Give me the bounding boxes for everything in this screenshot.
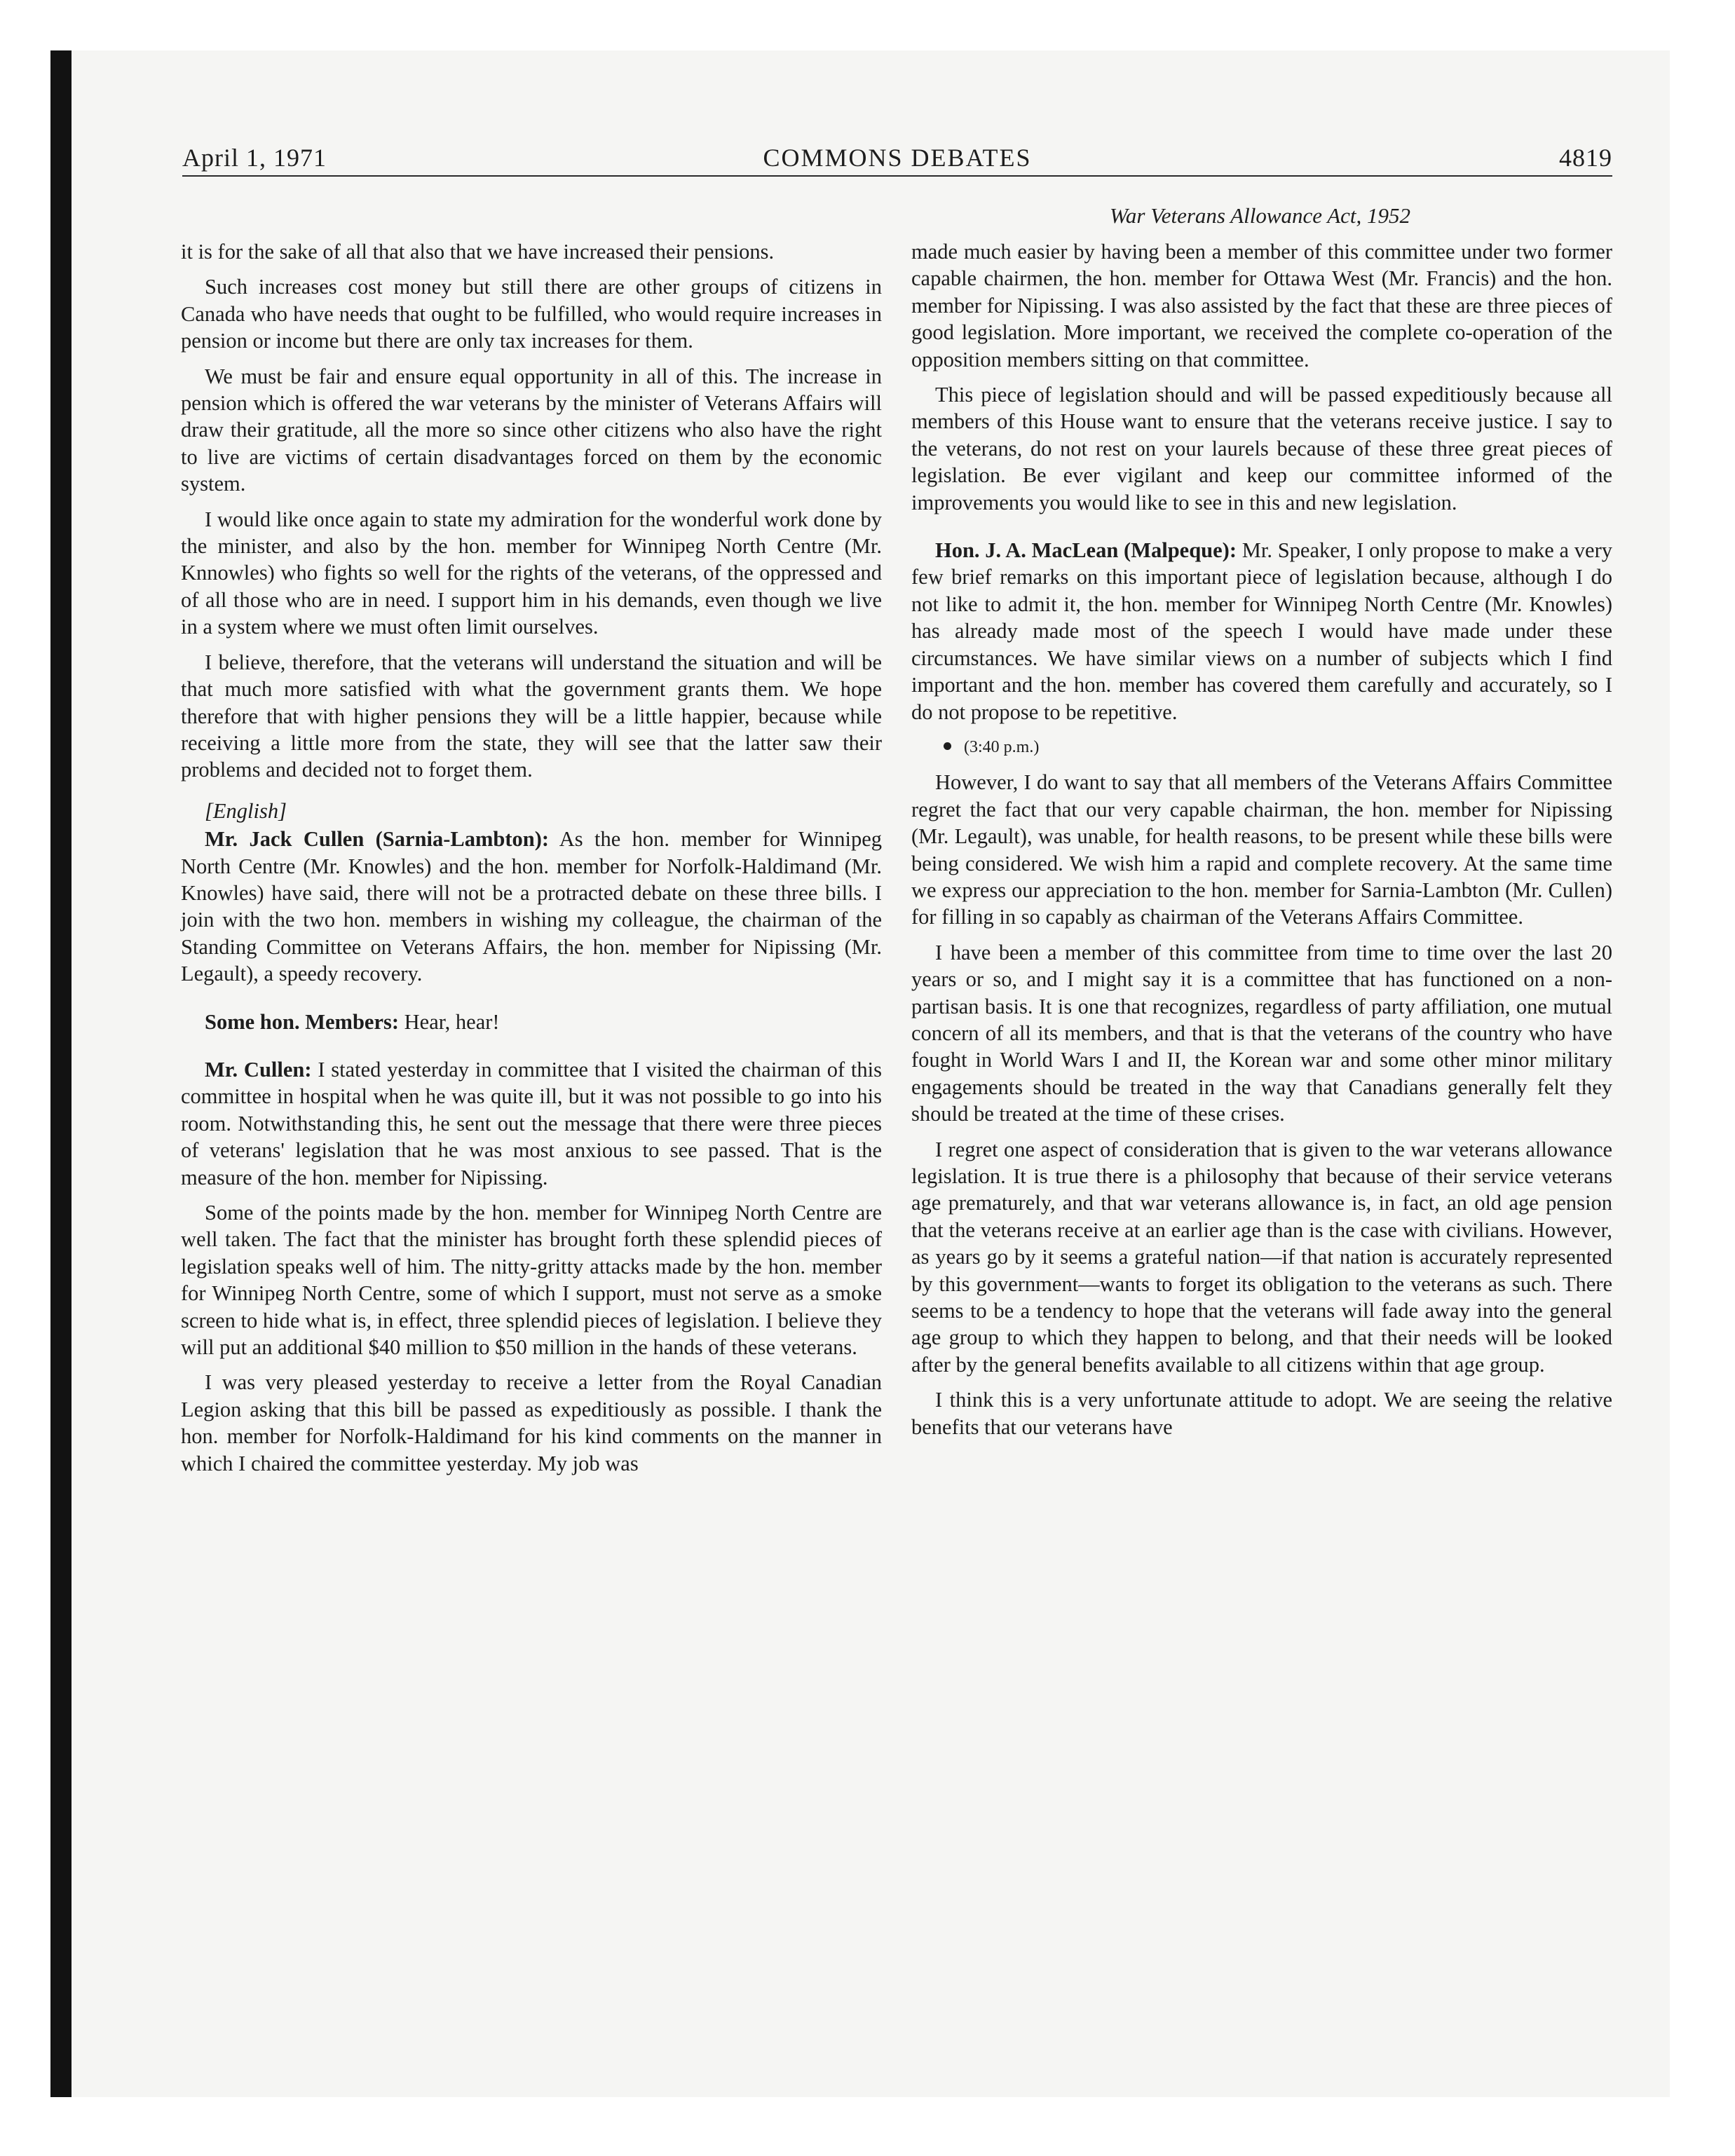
header-page-number: 4819: [1559, 144, 1612, 172]
paragraph: I have been a member of this committee from time to time over the last 20 years or so, and I might say it is a committee that has functioned on a non-partisan basis. It is one that recognizes, regardless of party affiliation, one mutual concern of all its members, and that is that the veterans of the country who have fought in World Wars I and II, the Korean war and some other minor military engagements should be treated in the way that Canadians generally felt they should be treated at the time of these crises.: [911, 940, 1612, 1126]
timestamp-text: (3:40 p.m.): [964, 737, 1040, 756]
paragraph: Some of the points made by the hon. member for Winnipeg North Centre are well taken. The fact that the minister has brought forth these splendid pieces of legislation speaks well of him. The nitty-gritty attacks made by the hon. member for Winnipeg North Centre, some of which I support, must not serve as a smoke screen to hide what is, in effect, three splendid pieces of legislation. I believe they will put an additional $40 million to $50 million in the hands of these veterans.: [181, 1201, 882, 1360]
running-subhead: War Veterans Allowance Act, 1952: [1109, 203, 1411, 228]
paragraph: I think this is a very unfortunate attitude to adopt. We are seeing the relative benefits that our veterans have: [911, 1388, 1612, 1439]
speech-text: I stated yesterday in committee that I visited the chairman of this committee in hospital when he was quite ill, but it was not possible to go into his room. Notwithstanding this, he sent out the message that there were three pieces of veterans' legislation that he was most anxious to see passed. That is the measure of the hon. member for Nipissing.: [181, 1057, 882, 1189]
speaker-name: Mr. Cullen:: [205, 1057, 312, 1082]
speech-text: As the hon. member for Winnipeg North Centre (Mr. Knowles) and the hon. member for Norfolk-Haldimand (Mr. Knowles) have said, there will not be a protracted debate on these three bills. I join with the two hon. members in wishing my colleague, the chairman of the Standing Committee on Veterans Affairs, the hon. member for Nipissing (Mr. Legault), a speedy recovery.: [181, 827, 882, 986]
page-header: [182, 135, 1612, 177]
bullet-dot-icon: [944, 742, 951, 750]
speaker-name: Hon. J. A. MacLean (Malpeque):: [935, 538, 1237, 563]
paragraph: I would like once again to state my admiration for the wonderful work done by the minister, and also by the hon. member for Winnipeg North Centre (Mr. Knnowles) who fights so well for the rights of the veterans, of the oppressed and of all those who are in need. I support him in his demands, even though we live in a system where we must often limit ourselves.: [181, 507, 882, 639]
right-column: [911, 238, 1612, 1449]
speech-maclean: [911, 537, 1612, 725]
paragraph: I regret one aspect of consideration that is given to the war veterans allowance legislation. It is true there is a philosophy that because of their service veterans age prematurely, and that war veterans allowance is, in fact, an old age pension that the veterans receive at an earlier age than is the case with civilians. However, as years go by it seems a grateful nation—if that nation is accurately represented by this government—wants to forget its obligation to the veterans as such. There seems to be a tendency to hope that the veterans will fade away into the general age group to which they happen to belong, and that their needs will be looked after by the general benefits available to all citizens within that age group.: [911, 1137, 1612, 1377]
speech-members: [181, 1009, 882, 1035]
speech-text: Hear, hear!: [404, 1009, 500, 1034]
speaker-name: Mr. Jack Cullen (Sarnia-Lambton):: [205, 827, 550, 852]
header-title: COMMONS DEBATES: [763, 144, 1032, 172]
speech-cullen: [181, 826, 882, 987]
speaker-name: Some hon. Members:: [205, 1009, 400, 1034]
paragraph: it is for the sake of all that also that we have increased their pensions.: [181, 240, 775, 264]
header-date: April 1, 1971: [182, 144, 327, 172]
paragraph: However, I do want to say that all members of the Veterans Affairs Committee regret the fact that our very capable chairman, the hon. member for Nipissing (Mr. Legault), was unable, for health reasons, to be present while these bills were being considered. We wish him a rapid and complete recovery. At the same time we express our appreciation to the hon. member for Sarnia-Lambton (Mr. Cullen) for filling in so capably as chairman of the Veterans Affairs Committee.: [911, 770, 1612, 929]
paragraph: We must be fair and ensure equal opportunity in all of this. The increase in pension which is offered the war veterans by the minister of Veterans Affairs will draw their gratitude, all the more so since other citizens who also have the right to live are victims of certain disadvantages forced on them by the economic system.: [181, 364, 882, 496]
speech-cullen-2: [181, 1056, 882, 1191]
paragraph: Such increases cost money but still there are other groups of citizens in Canada who have needs that ought to be fulfilled, who would require increases in pension or income but there are only tax increases for them.: [181, 275, 882, 353]
language-note: [English]: [205, 798, 287, 823]
timestamp: [911, 734, 1612, 760]
speech-text: Mr. Speaker, I only propose to make a very few brief remarks on this important piece of legislation because, although I do not like to admit it, the hon. member for Winnipeg North Centre (Mr. Knowles) has already made most of the speech I would have made under these circumstances. We have similar views on a number of subjects which I find important and the hon. member has covered them carefully and accurately, so I do not propose to be repetitive.: [911, 538, 1612, 724]
left-column: [181, 238, 882, 1485]
paragraph: made much easier by having been a member of this committee under two former capable chairmen, the hon. member for Ottawa West (Mr. Francis) and the hon. member for Nipissing. I was also assisted by the fact that these are three pieces of good legislation. More important, we received the complete co-operation of the opposition members sitting on that committee.: [911, 240, 1612, 371]
scan-edge-bar: [50, 50, 72, 2097]
paragraph: I believe, therefore, that the veterans will understand the situation and will be that much more satisfied with what the government grants them. We hope therefore that with higher pensions they will be a little happier, because while receiving a little more from the state, they will see that the latter saw their problems and decided not to forget them.: [181, 650, 882, 782]
paragraph: This piece of legislation should and will be passed expeditiously because all members of this House want to ensure that the veterans receive justice. I say to the veterans, do not rest on your laurels because of these three great pieces of legislation. Be ever vigilant and keep our committee informed of the improvements you would like to see in this and new legislation.: [911, 383, 1612, 514]
paragraph: I was very pleased yesterday to receive a letter from the Royal Canadian Legion asking that this bill be passed as expeditiously as possible. I thank the hon. member for Norfolk-Haldimand for his kind comments on the manner in which I chaired the committee yesterday. My job was: [181, 1370, 882, 1475]
